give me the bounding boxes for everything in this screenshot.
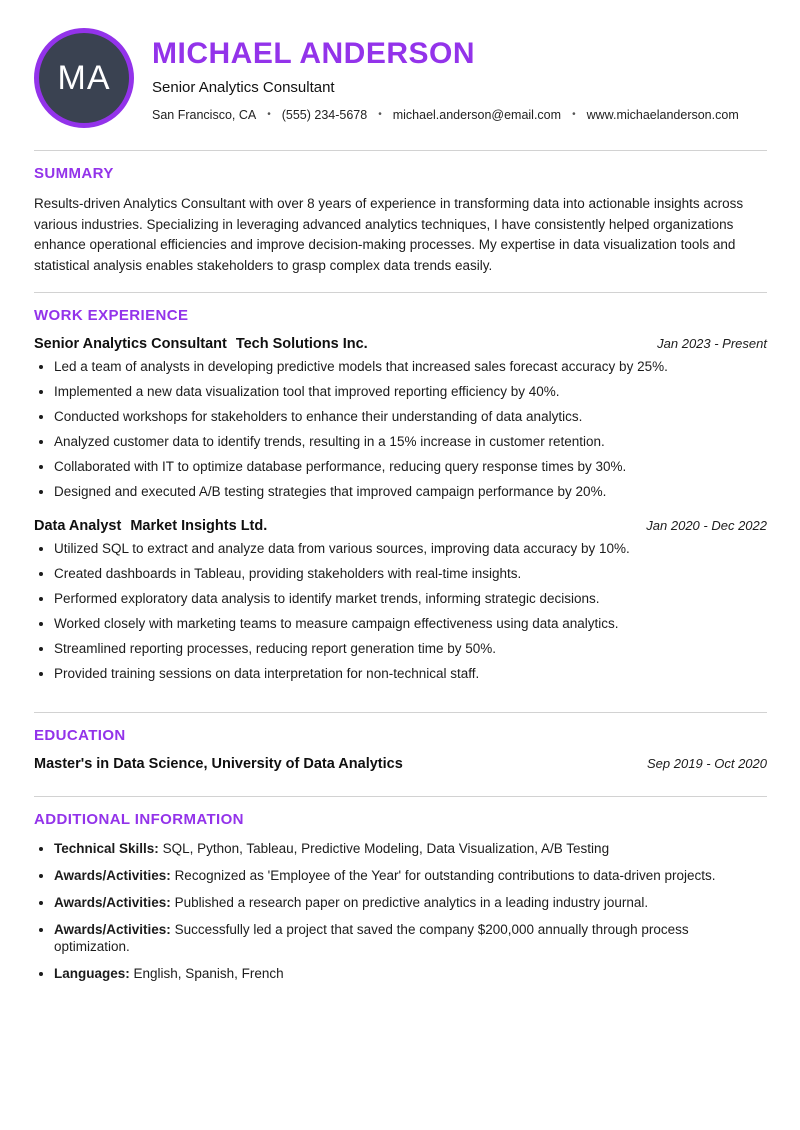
additional-info-item — [54, 867, 767, 884]
candidate-title: Senior Analytics Consultant — [152, 78, 335, 96]
job-bullet: • Streamlined reporting processes, reducing report generation time by 50%. — [54, 640, 767, 657]
contact-location: San Francisco, CA — [152, 107, 257, 122]
avatar-initials: MA — [57, 58, 111, 97]
contact-website: www.michaelanderson.com — [586, 107, 739, 122]
avatar — [34, 28, 134, 128]
education-dates: Sep 2019 - Oct 2020 — [647, 756, 767, 771]
job-bullet: • Collaborated with IT to optimize database performance, reducing query response times by 30%. — [54, 458, 767, 475]
additional-info-item — [54, 894, 767, 911]
work-experience-heading: WORK EXPERIENCE — [34, 307, 189, 324]
summary-heading: SUMMARY — [34, 165, 114, 182]
item-text: English, Spanish, French — [133, 966, 284, 981]
candidate-name: MICHAEL ANDERSON — [152, 36, 476, 70]
job-bullet: • Implemented a new data visualization tool that improved reporting efficiency by 40%. — [54, 383, 767, 400]
job-bullet: • Conducted workshops for stakeholders to enhance their understanding of data analytics. — [54, 408, 767, 425]
job-bullet: • Provided training sessions on data interpretation for non-technical staff. — [54, 665, 767, 682]
job-dates: Jan 2020 - Dec 2022 — [646, 518, 767, 533]
job-bullet-list — [34, 540, 767, 682]
job-bullet: • Utilized SQL to extract and analyze data from various sources, improving data accuracy by 10%. — [54, 540, 767, 557]
job-position: Data Analyst — [34, 518, 122, 534]
contact-email: michael.anderson@email.com — [392, 107, 562, 122]
job-bullet: • Performed exploratory data analysis to identify market trends, informing strategic decisions. — [54, 590, 767, 607]
additional-info-section — [34, 797, 767, 1008]
item-text: Recognized as 'Employee of the Year' for outstanding contributions to data-driven projects. — [174, 868, 716, 883]
job-header — [34, 518, 767, 534]
item-text: Successfully led a project that saved the company $200,000 annually through process optimization. — [54, 922, 689, 954]
item-label: Awards/Activities: — [54, 895, 171, 910]
resume-header — [34, 28, 767, 150]
spacer — [34, 698, 767, 712]
education-section — [34, 713, 767, 788]
job-bullet: • Designed and executed A/B testing strategies that improved campaign performance by 20%. — [54, 483, 767, 500]
item-label: Awards/Activities: — [54, 868, 171, 883]
job-title-company — [34, 518, 267, 534]
contact-phone: (555) 234-5678 — [281, 107, 368, 122]
item-label: Technical Skills: — [54, 841, 159, 856]
education-degree: Master's in Data Science, University of Data Analytics — [34, 756, 403, 772]
education-entry — [34, 756, 767, 772]
job-company: Market Insights Ltd. — [130, 518, 268, 534]
item-text: Published a research paper on predictive analytics in a leading industry journal. — [174, 895, 649, 910]
header-info — [152, 35, 767, 122]
separator-dot: • — [267, 109, 271, 120]
job-company: Tech Solutions Inc. — [235, 336, 368, 352]
summary-section — [34, 151, 767, 292]
job-bullet: • Led a team of analysts in developing predictive models that increased sales forecast accuracy by 25%. — [54, 358, 767, 375]
item-text: SQL, Python, Tableau, Predictive Modeling, Data Visualization, A/B Testing — [162, 841, 610, 856]
job-entry — [34, 518, 767, 682]
job-dates: Jan 2023 - Present — [657, 336, 767, 351]
work-experience-section — [34, 293, 767, 698]
spacer — [34, 788, 767, 796]
job-bullet: • Created dashboards in Tableau, providing stakeholders with real-time insights. — [54, 565, 767, 582]
job-title-company — [34, 336, 368, 352]
additional-info-item — [54, 965, 767, 982]
separator-dot: • — [378, 109, 382, 120]
job-entry — [34, 336, 767, 500]
additional-info-heading: ADDITIONAL INFORMATION — [34, 811, 244, 828]
education-heading: EDUCATION — [34, 727, 126, 744]
contact-row — [152, 108, 767, 122]
job-bullet: • Worked closely with marketing teams to measure campaign effectiveness using data analytics. — [54, 615, 767, 632]
additional-info-item — [54, 840, 767, 857]
additional-info-item — [54, 921, 767, 955]
job-position: Senior Analytics Consultant — [34, 336, 227, 352]
item-label: Languages: — [54, 966, 130, 981]
additional-info-list — [34, 840, 767, 982]
separator-dot: • — [572, 109, 576, 120]
summary-text: Results-driven Analytics Consultant with over 8 years of experience in transforming data into actionable insights across various industries. Specializing in leveraging advanced analytics techniques, I have consistently helped organizations enhance operational efficiencies and improve decision-making processes. My expertise in data visualization tools and statistical analysis enables stakeholders to grasp complex data trends easily. — [34, 196, 744, 273]
job-bullet: • Analyzed customer data to identify trends, resulting in a 15% increase in customer retention. — [54, 433, 767, 450]
item-label: Awards/Activities: — [54, 922, 171, 937]
job-bullet-list — [34, 358, 767, 500]
job-header — [34, 336, 767, 352]
